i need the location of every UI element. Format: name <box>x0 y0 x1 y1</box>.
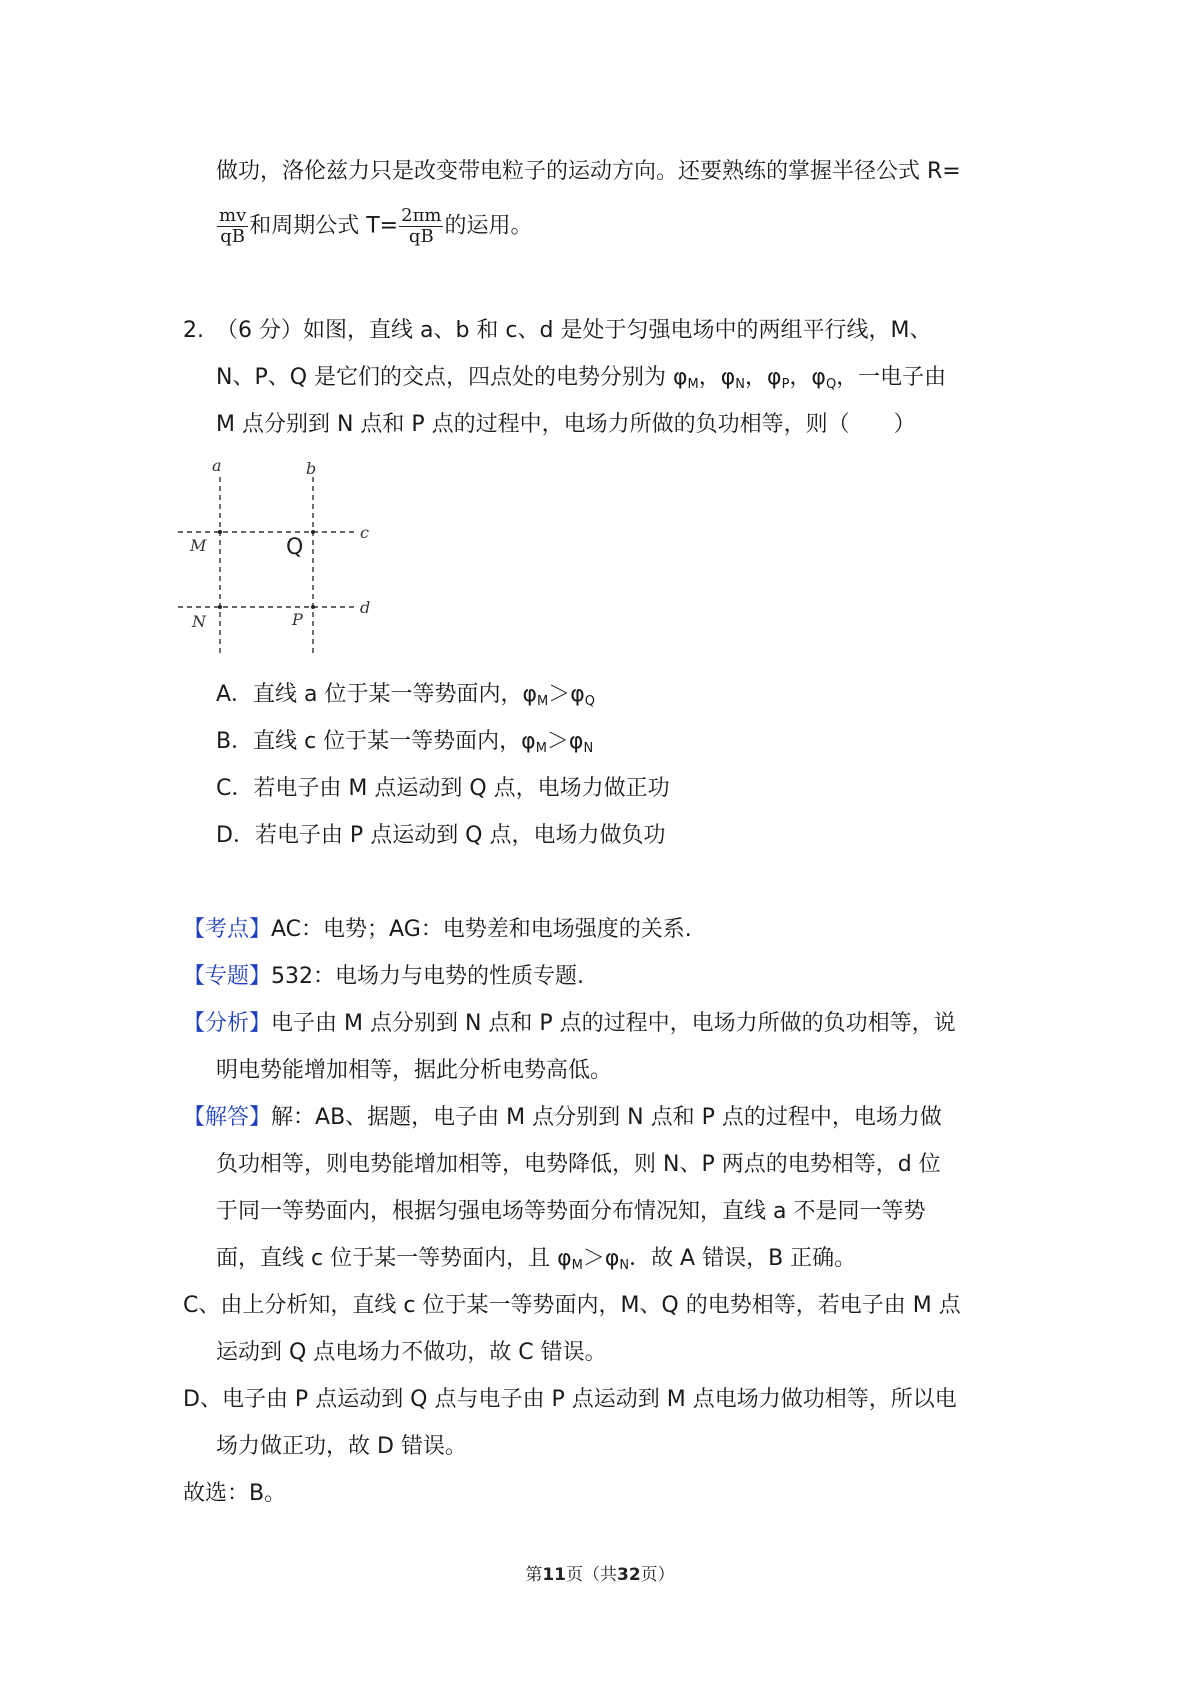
page-total: 32 <box>617 1565 641 1585</box>
point-p <box>311 605 315 609</box>
label-b: b <box>306 459 317 478</box>
radius-fraction: $\frac{mv}{qB}$ <box>219 205 247 247</box>
option-c: C．若电子由 M 点运动到 Q 点，电场力做正功 <box>216 776 670 801</box>
label-a: a <box>212 456 222 475</box>
page-footer: 第11页（共32页） <box>525 1565 675 1585</box>
label-d: d <box>360 598 371 617</box>
page-number: 11 <box>542 1565 566 1585</box>
text-line: $\frac{mv}{qB}$ 和周期公式 T= $\frac{2\pi m}{qB}$ 的运用。 <box>219 205 533 247</box>
fenxi-tag: 【分析】 <box>183 1011 272 1036</box>
jieda-line: 负功相等，则电势能增加相等，电势降低，则 N、P 两点的电势相等，d 位 <box>216 1152 941 1177</box>
period-fraction: $\frac{2\pi m}{qB}$ <box>401 205 442 247</box>
jieda-c-line: 运动到 Q 点电场力不做功，故 C 错误。 <box>216 1340 607 1365</box>
option-a: A．直线 a 位于某一等势面内，$\varphi_M>\varphi_Q$ <box>216 682 595 709</box>
question-number: 2. <box>183 318 204 343</box>
point-q <box>311 530 315 534</box>
fenxi-line: 明电势能增加相等，据此分析电势高低。 <box>216 1058 613 1083</box>
answer-line: 故选：B。 <box>183 1481 287 1506</box>
jieda-c-line: C、由上分析知，直线 c 位于某一等势面内，M、Q 的电势相等，若电子由 M 点 <box>183 1293 961 1318</box>
label-p: P <box>292 610 303 629</box>
jieda-line: 面，直线 c 位于某一等势面内，且 $\varphi_M>\varphi_N$．故 A 错误，B 正确。 <box>216 1246 857 1273</box>
zhuanti-line: 【专题】532：电场力与电势的性质专题. <box>183 964 585 989</box>
field-lines-diagram <box>170 455 380 655</box>
point-m <box>218 530 222 534</box>
kaodian-line: 【考点】AC：电势；AG：电势差和电场强度的关系. <box>183 917 692 942</box>
option-b: B．直线 c 位于某一等势面内，$\varphi_M>\varphi_N$ <box>216 729 594 756</box>
label-m: M <box>190 536 207 555</box>
option-d: D．若电子由 P 点运动到 Q 点，电场力做负功 <box>216 823 666 848</box>
label-c: c <box>360 523 369 542</box>
text-line: 做功，洛伦兹力只是改变带电粒子的运动方向。还要熟练的掌握半径公式 R= <box>216 159 961 184</box>
label-q: Q <box>286 535 304 560</box>
label-n: N <box>192 612 206 631</box>
jieda-line: 【解答】解：AB、据题，电子由 M 点分别到 N 点和 P 点的过程中，电场力做 <box>183 1105 942 1130</box>
question-line: M 点分别到 N 点和 P 点的过程中，电场力所做的负功相等，则（ ） <box>216 412 916 437</box>
jieda-d-line: 场力做正功，故 D 错误。 <box>216 1434 467 1459</box>
jieda-d-line: D、电子由 P 点运动到 Q 点与电子由 P 点运动到 M 点电场力做功相等，所以电 <box>183 1387 957 1412</box>
question-line: N、P、Q 是它们的交点，四点处的电势分别为 $\varphi_M$，$\varphi_N$，$\varphi_P$，$\varphi_Q$，一电子由 <box>216 365 947 392</box>
fenxi-line: 【分析】电子由 M 点分别到 N 点和 P 点的过程中，电场力所做的负功相等，说 <box>183 1011 956 1036</box>
zhuanti-tag: 【专题】 <box>183 964 272 989</box>
point-n <box>218 605 222 609</box>
question-line: （6 分）如图，直线 a、b 和 c、d 是处于匀强电场中的两组平行线，M、 <box>216 318 932 343</box>
jieda-line: 于同一等势面内，根据匀强电场等势面分布情况知，直线 a 不是同一等势 <box>216 1199 926 1224</box>
jieda-tag: 【解答】 <box>183 1105 272 1130</box>
kaodian-tag: 【考点】 <box>183 917 272 942</box>
